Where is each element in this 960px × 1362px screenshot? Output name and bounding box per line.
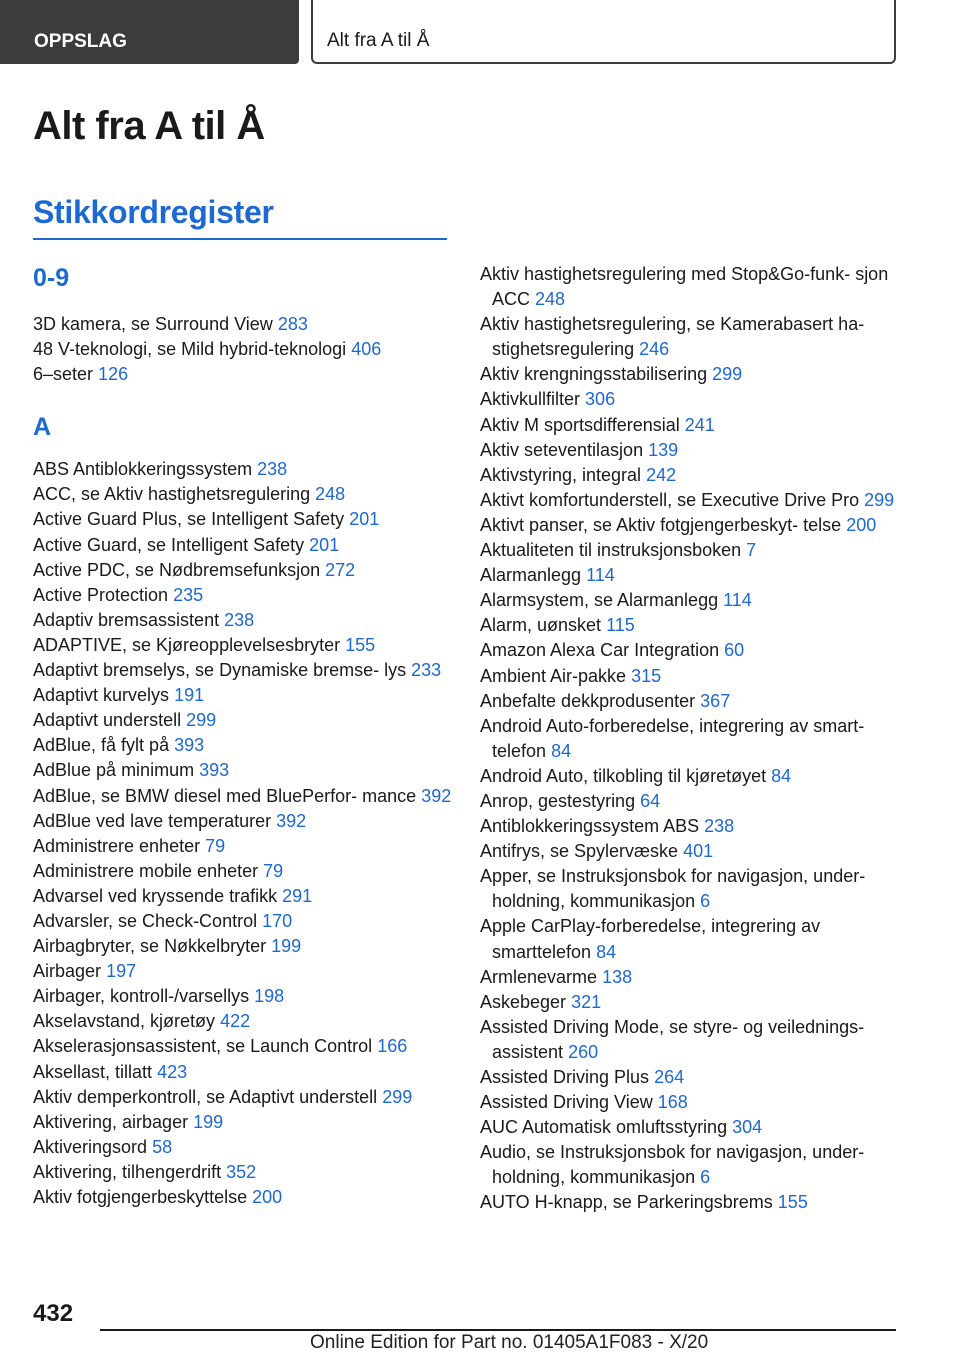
index-entry-page-link[interactable]: 126 bbox=[98, 364, 129, 385]
index-entry bbox=[33, 558, 453, 583]
index-section-heading: 0-9 bbox=[33, 264, 70, 292]
index-entry bbox=[480, 789, 910, 814]
index-entry-page-link[interactable]: 246 bbox=[639, 339, 670, 360]
index-entry-page-link[interactable]: 299 bbox=[864, 489, 895, 510]
index-entry-page-link[interactable]: 392 bbox=[276, 810, 307, 831]
index-entry bbox=[33, 337, 453, 362]
index-entry bbox=[480, 538, 910, 563]
index-entry-page-link[interactable]: 155 bbox=[345, 634, 376, 655]
index-entry bbox=[480, 463, 910, 488]
index-entry bbox=[33, 1060, 453, 1085]
index-entry-term: Administrere enheter bbox=[33, 835, 201, 856]
index-entry-term: AdBlue, se BMW diesel med BluePerfor‐ mance bbox=[33, 785, 417, 806]
index-entry bbox=[33, 733, 453, 758]
index-entry-term: Askebeger bbox=[480, 991, 567, 1012]
index-entry bbox=[480, 839, 910, 864]
index-entry-page-link[interactable]: 233 bbox=[411, 660, 442, 681]
index-entry-term: Aktivering, tilhengerdrift bbox=[33, 1161, 222, 1182]
index-entry bbox=[33, 859, 453, 884]
index-entry-term: Aktivkullfilter bbox=[480, 389, 581, 410]
index-entry-term: Active Guard, se Intelligent Safety bbox=[33, 534, 305, 555]
index-entry-page-link[interactable]: 242 bbox=[646, 464, 677, 485]
index-entry bbox=[33, 457, 453, 482]
index-entry bbox=[480, 764, 910, 789]
index-entry bbox=[33, 1110, 453, 1135]
index-entry-term: Assisted Driving Plus bbox=[480, 1067, 650, 1087]
index-entry-page-link[interactable]: 299 bbox=[186, 710, 217, 731]
index-entry bbox=[480, 990, 910, 1015]
index-entry bbox=[480, 262, 910, 312]
index-entry bbox=[480, 814, 910, 839]
page-subtitle: Stikkordregister bbox=[33, 194, 274, 230]
index-entry-page-link[interactable]: 248 bbox=[315, 484, 346, 505]
index-column-right bbox=[480, 262, 910, 1216]
index-entry-term: 48 V-teknologi, se Mild hybrid-teknologi bbox=[33, 339, 347, 360]
index-entry-page-link[interactable]: 155 bbox=[777, 1192, 808, 1213]
index-entry-page-link[interactable]: 64 bbox=[640, 790, 661, 811]
index-entry-term: Adaptivt understell bbox=[33, 710, 182, 731]
index-entry-page-link[interactable]: 201 bbox=[349, 509, 380, 530]
chapter-header bbox=[311, 0, 896, 64]
index-entry-page-link[interactable]: 6 bbox=[700, 891, 711, 912]
index-entry-term: Aksellast, tillatt bbox=[33, 1061, 153, 1082]
index-entry-page-link[interactable]: 115 bbox=[606, 615, 635, 636]
index-entry bbox=[33, 312, 453, 337]
index-entry-page-link[interactable]: 114 bbox=[586, 565, 615, 586]
index-entry-term: Alarm, uønsket bbox=[480, 615, 602, 636]
index-entry-term: AUTO H-knapp, se Parkeringsbrems bbox=[480, 1192, 773, 1213]
index-entry-term: Active Protection bbox=[33, 584, 169, 605]
index-entry-page-link[interactable]: 198 bbox=[254, 986, 285, 1007]
index-entry bbox=[480, 664, 910, 689]
index-entry-page-link[interactable]: 260 bbox=[568, 1041, 599, 1062]
index-entry bbox=[33, 758, 453, 783]
index-entry-term: Adaptiv bremsassistent bbox=[33, 609, 220, 630]
index-entry bbox=[480, 563, 910, 588]
index-entry-page-link[interactable]: 114 bbox=[723, 590, 752, 611]
index-entry-page-link[interactable]: 138 bbox=[602, 966, 633, 987]
index-entry-term: Alarmanlegg bbox=[480, 565, 582, 586]
index-entry bbox=[33, 984, 453, 1009]
index-entry-term: Aktivering, airbager bbox=[33, 1111, 189, 1132]
index-entry-page-link[interactable]: 401 bbox=[683, 841, 714, 862]
index-entry-term: Akselerasjonsassistent, se Launch Control bbox=[33, 1036, 373, 1057]
page-number: 432 bbox=[33, 1300, 74, 1327]
index-entry-page-link[interactable]: 201 bbox=[309, 534, 340, 555]
index-entry-page-link[interactable]: 393 bbox=[174, 735, 205, 756]
subtitle-divider bbox=[33, 238, 447, 240]
index-entry-page-link[interactable]: 139 bbox=[648, 439, 679, 460]
index-entry-page-link[interactable]: 423 bbox=[157, 1061, 188, 1082]
index-entry bbox=[33, 1160, 453, 1185]
index-entry-page-link[interactable]: 238 bbox=[257, 459, 288, 480]
index-entry-term: Amazon Alexa Car Integration bbox=[480, 640, 720, 661]
index-entry-term: 6–seter bbox=[33, 364, 94, 385]
index-entry-term: Adaptivt bremselys, se Dynamiske bremse‐ lys bbox=[33, 660, 407, 681]
index-entry bbox=[480, 387, 910, 412]
index-entry-term: Aktivt komfortunderstell, se Executive Drive Pro bbox=[480, 489, 860, 510]
index-entry bbox=[33, 934, 453, 959]
index-entry bbox=[480, 1065, 910, 1090]
index-entry-term: Aktiv fotgjengerbeskyttelse bbox=[33, 1187, 248, 1207]
index-entry bbox=[33, 784, 453, 809]
page-title: Alt fra A til Å bbox=[33, 104, 265, 148]
index-entry bbox=[33, 834, 453, 859]
index-entry bbox=[480, 588, 910, 613]
index-entry bbox=[33, 658, 453, 683]
index-entry bbox=[480, 1115, 910, 1140]
index-entry bbox=[33, 1085, 453, 1110]
index-entry bbox=[33, 1135, 453, 1160]
index-entry-term: Advarsler, se Check-Control bbox=[33, 910, 258, 931]
index-entry-term: Aktiv krengningsstabilisering bbox=[480, 364, 708, 385]
index-entry-page-link[interactable]: 6 bbox=[700, 1167, 711, 1188]
index-entry-term: Android Auto, tilkobling til kjøretøyet bbox=[480, 765, 767, 786]
index-entry-page-link[interactable]: 60 bbox=[724, 640, 745, 661]
index-entry bbox=[480, 488, 910, 513]
index-entry bbox=[480, 513, 910, 538]
index-entry-page-link[interactable]: 168 bbox=[657, 1092, 688, 1113]
index-entry-list bbox=[33, 457, 453, 1210]
index-entry bbox=[33, 507, 453, 532]
index-entry-term: Anrop, gestestyring bbox=[480, 790, 636, 811]
chapter-title: Alt fra A til Å bbox=[327, 30, 430, 51]
index-entry-page-link[interactable]: 291 bbox=[282, 885, 313, 906]
index-entry-term: Antifrys, se Spylervæske bbox=[480, 841, 679, 862]
index-entry-page-link[interactable]: 235 bbox=[173, 584, 204, 605]
index-entry-page-link[interactable]: 248 bbox=[535, 289, 566, 310]
index-entry-page-link[interactable]: 299 bbox=[382, 1086, 413, 1107]
index-entry bbox=[480, 1090, 910, 1115]
index-entry-page-link[interactable]: 392 bbox=[421, 785, 452, 806]
index-entry bbox=[33, 809, 453, 834]
index-entry-term: Apple CarPlay-forberedelse, integrering av smarttelefon bbox=[480, 916, 821, 962]
index-entry-term: Adaptivt kurvelys bbox=[33, 685, 170, 706]
index-entry bbox=[480, 638, 910, 663]
index-entry bbox=[480, 413, 910, 438]
index-entry-page-link[interactable]: 304 bbox=[732, 1117, 763, 1138]
index-entry-page-link[interactable]: 422 bbox=[220, 1011, 251, 1032]
index-entry-term: 3D kamera, se Surround View bbox=[33, 314, 273, 334]
index-entry-page-link[interactable]: 7 bbox=[746, 540, 757, 561]
index-entry-page-link[interactable]: 241 bbox=[684, 414, 715, 435]
index-entry-page-link[interactable]: 58 bbox=[152, 1136, 173, 1157]
index-entry-term: Active Guard Plus, se Intelligent Safety bbox=[33, 509, 345, 530]
index-entry-list bbox=[480, 262, 910, 1216]
index-entry-term: Android Auto-forberedelse, integrering av smart‐ telefon bbox=[480, 715, 865, 761]
index-entry bbox=[33, 1034, 453, 1059]
index-entry-page-link[interactable]: 84 bbox=[771, 765, 792, 786]
index-entry bbox=[33, 583, 453, 608]
index-entry-page-link[interactable]: 200 bbox=[846, 514, 877, 535]
index-entry-page-link[interactable]: 393 bbox=[199, 760, 230, 781]
index-entry-term: Assisted Driving View bbox=[480, 1092, 653, 1113]
index-entry bbox=[480, 312, 910, 362]
index-entry-page-link[interactable]: 315 bbox=[631, 665, 662, 686]
index-entry-page-link[interactable]: 283 bbox=[277, 314, 308, 334]
index-entry-term: AdBlue, få fylt på bbox=[33, 735, 170, 756]
index-entry-page-link[interactable]: 170 bbox=[262, 910, 293, 931]
index-entry-term: AdBlue ved lave temperaturer bbox=[33, 810, 272, 831]
index-entry-term: ACC, se Aktiv hastighetsregulering bbox=[33, 484, 311, 505]
index-entry-page-link[interactable]: 264 bbox=[654, 1067, 685, 1087]
index-entry-term: Aktiv hastighetsregulering, se Kamerabasert ha‐ stighetsregulering bbox=[480, 314, 865, 360]
index-entry-page-link[interactable]: 352 bbox=[226, 1161, 257, 1182]
index-entry-term: ADAPTIVE, se Kjøreopplevelsesbryter bbox=[33, 634, 341, 655]
index-entry-term: Armlenevarme bbox=[480, 966, 598, 987]
index-entry bbox=[33, 884, 453, 909]
index-entry bbox=[33, 959, 453, 984]
index-entry-term: Antiblokkeringssystem ABS bbox=[480, 816, 700, 837]
index-entry-page-link[interactable]: 321 bbox=[571, 991, 602, 1012]
index-entry-page-link[interactable]: 272 bbox=[325, 559, 356, 580]
index-entry-page-link[interactable]: 197 bbox=[106, 961, 137, 982]
index-entry-term: Administrere mobile enheter bbox=[33, 860, 259, 881]
index-entry-term: Aktiv demperkontroll, se Adaptivt understell bbox=[33, 1086, 378, 1107]
index-entry bbox=[33, 482, 453, 507]
index-entry bbox=[480, 613, 910, 638]
index-entry bbox=[33, 909, 453, 934]
index-entry-page-link[interactable]: 79 bbox=[205, 835, 226, 856]
index-entry-term: Aktiv M sportsdifferensial bbox=[480, 414, 680, 435]
index-entry bbox=[480, 438, 910, 463]
index-entry bbox=[480, 965, 910, 990]
section-tab bbox=[0, 0, 299, 64]
index-entry bbox=[33, 633, 453, 658]
index-entry-page-link[interactable]: 306 bbox=[585, 389, 616, 410]
index-entry-term: Ambient Air-pakke bbox=[480, 665, 627, 686]
index-entry bbox=[480, 714, 910, 764]
index-entry-page-link[interactable]: 238 bbox=[704, 816, 735, 837]
index-entry-term: Airbagbryter, se Nøkkelbryter bbox=[33, 936, 267, 957]
index-entry bbox=[33, 608, 453, 633]
index-entry-term: Aktivstyring, integral bbox=[480, 464, 642, 485]
index-entry-page-link[interactable]: 191 bbox=[174, 685, 205, 706]
index-entry-term: ABS Antiblokkeringssystem bbox=[33, 459, 253, 480]
index-entry bbox=[480, 689, 910, 714]
index-entry bbox=[33, 683, 453, 708]
index-entry bbox=[480, 914, 910, 964]
index-entry-term: Advarsel ved kryssende trafikk bbox=[33, 885, 278, 906]
index-entry-page-link[interactable]: 199 bbox=[271, 936, 302, 957]
index-entry-list bbox=[33, 312, 453, 387]
index-entry-page-link[interactable]: 200 bbox=[252, 1187, 283, 1207]
index-entry-term: AUC Automatisk omluftsstyring bbox=[480, 1117, 728, 1138]
index-entry-term: Aktiveringsord bbox=[33, 1136, 148, 1157]
index-entry-term: AdBlue på minimum bbox=[33, 760, 195, 781]
index-entry bbox=[480, 362, 910, 387]
index-entry-page-link[interactable]: 84 bbox=[551, 740, 572, 761]
index-entry-term: Aktiv seteventilasjon bbox=[480, 439, 644, 460]
footer-divider bbox=[100, 1329, 896, 1331]
index-column-left bbox=[33, 262, 453, 1210]
index-entry-term: Assisted Driving Mode, se styre- og veilednings‐ assistent bbox=[480, 1016, 865, 1062]
index-entry-term: Aktivt panser, se Aktiv fotgjengerbeskyt‐ telse bbox=[480, 514, 842, 535]
index-entry bbox=[33, 1009, 453, 1034]
index-entry-page-link[interactable]: 238 bbox=[224, 609, 255, 630]
index-entry-term: Airbager bbox=[33, 961, 102, 982]
index-entry-page-link[interactable]: 406 bbox=[351, 339, 382, 360]
index-entry-page-link[interactable]: 299 bbox=[712, 364, 743, 385]
index-entry-page-link[interactable]: 79 bbox=[263, 860, 284, 881]
index-entry-page-link[interactable]: 367 bbox=[700, 690, 731, 711]
edition-info: Online Edition for Part no. 01405A1F083 - X/20 bbox=[310, 1332, 709, 1353]
index-entry-term: Aktualiteten til instruksjonsboken bbox=[480, 540, 742, 561]
index-entry-page-link[interactable]: 84 bbox=[596, 941, 617, 962]
section-label: OPPSLAG bbox=[34, 31, 127, 52]
index-entry bbox=[33, 1185, 453, 1210]
index-entry bbox=[480, 864, 910, 914]
index-entry bbox=[33, 362, 453, 387]
index-entry-page-link[interactable]: 166 bbox=[377, 1036, 408, 1057]
index-entry-term: Active PDC, se Nødbremsefunksjon bbox=[33, 559, 321, 580]
index-entry bbox=[480, 1015, 910, 1065]
index-section-heading: A bbox=[33, 413, 52, 442]
index-entry-term: Alarmsystem, se Alarmanlegg bbox=[480, 590, 719, 611]
index-entry bbox=[480, 1190, 910, 1215]
index-entry-term: Aktiv hastighetsregulering med Stop&Go-funk‐ sjon ACC bbox=[480, 264, 889, 310]
index-entry bbox=[480, 1140, 910, 1190]
index-entry-term: Apper, se Instruksjonsbok for navigasjon, under‐ holdning, kommunikasjon bbox=[480, 866, 866, 912]
index-entry-term: Audio, se Instruksjonsbok for navigasjon, under‐ holdning, kommunikasjon bbox=[480, 1142, 865, 1188]
index-entry-term: Akselavstand, kjøretøy bbox=[33, 1011, 216, 1032]
index-entry-page-link[interactable]: 199 bbox=[193, 1111, 224, 1132]
index-entry-term: Anbefalte dekkprodusenter bbox=[480, 690, 696, 711]
index-entry-term: Airbager, kontroll-/varsellys bbox=[33, 986, 250, 1007]
index-entry bbox=[33, 533, 453, 558]
index-entry bbox=[33, 708, 453, 733]
